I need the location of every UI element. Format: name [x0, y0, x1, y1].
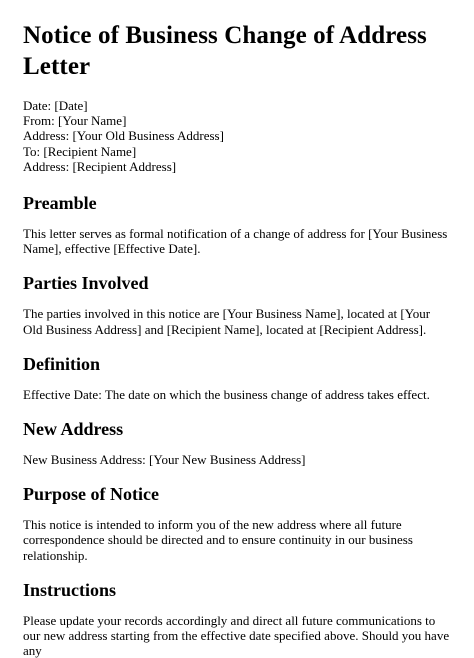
- section-heading: New Address: [23, 419, 124, 440]
- section-heading: Preamble: [23, 193, 97, 214]
- section-definition: [23, 353, 451, 402]
- section-heading: Purpose of Notice: [23, 484, 159, 505]
- letter-header: [23, 98, 451, 174]
- section-heading: Instructions: [23, 579, 117, 600]
- document-title: Notice of Business Change of Address Letter: [23, 22, 427, 80]
- section-preamble: [23, 192, 451, 256]
- section-heading: Parties Involved: [23, 273, 149, 294]
- section-body: Effective Date: The date on which the business change of address takes effect.: [23, 386, 430, 402]
- section-instructions: [23, 579, 451, 658]
- to-line: To: [Recipient Name]: [23, 143, 137, 159]
- date-line: Date: [Date]: [23, 98, 88, 113]
- section-body: The parties involved in this notice are [Your Business Name], located at [Your Old Business Address] and [Recipient Name], located at [Recipient Address].: [23, 306, 431, 337]
- section-body: New Business Address: [Your New Business Address]: [23, 452, 306, 468]
- section-purpose-of-notice: [23, 483, 451, 563]
- section-heading: Definition: [23, 353, 101, 374]
- section-body: Please update your records accordingly and direct all future communications to our new address starting from the effective date specified above. Should you have any: [23, 612, 450, 658]
- section-body: This notice is intended to inform you of the new address where all future correspondence should be directed and to ensure continuity in our business relationship.: [23, 517, 413, 563]
- section-body: This letter serves as formal notification of a change of address for [Your Business Name], effective [Effective Date].: [23, 226, 448, 257]
- section-new-address: [23, 418, 451, 467]
- from-line: From: [Your Name]: [23, 113, 127, 129]
- recipient-address-line: Address: [Recipient Address]: [23, 158, 177, 174]
- sender-address-line: Address: [Your Old Business Address]: [23, 128, 224, 144]
- section-parties-involved: [23, 272, 451, 336]
